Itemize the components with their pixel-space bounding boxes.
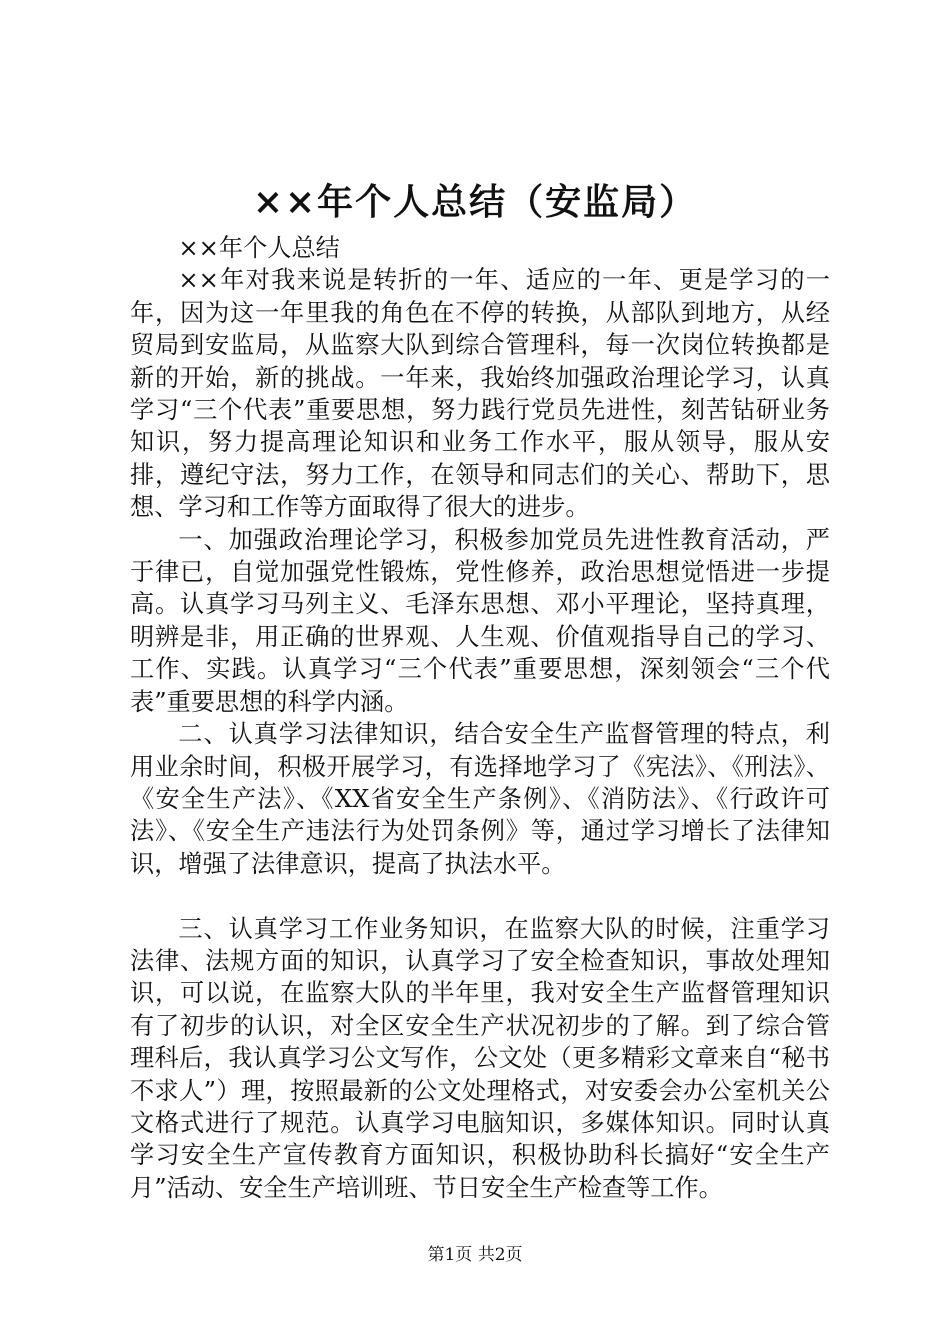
page-number-footer: 第1页 共2页 xyxy=(427,1245,523,1265)
paragraph-intro: ××年对我来说是转折的一年、适应的一年、更是学习的一年，因为这一年里我的角色在不停的转换，从部队到地方，从经贸局到安监局，从监察大队到综合管理科，每一次岗位转换都是新的开始，新的挑战。一年来，我始终加强政治理论学习，认真学习“三个代表”重要思想，努力践行党员先进性，刻苦钻研业务知识，努力提高理论知识和业务工作水平，服从领导，服从安排，遵纪守法，努力工作，在领导和同志们的关心、帮助下，思想、学习和工作等方面取得了很大的进步。 xyxy=(130,266,830,522)
paragraph-section-3: 三、认真学习工作业务知识，在监察大队的时候，注重学习法律、法规方面的知识，认真学习了安全检查知识，事故处理知识，可以说，在监察大队的半年里，我对安全生产监督管理知识有了初步的认识，对全区安全生产状况初步的了解。到了综合管理科后，我认真学习公文写作，公文处（更多精彩文章来自“秘书不求人”）理，按照最新的公文处理格式，对安委会办公室机关公文格式进行了规范。认真学习电脑知识，多媒体知识。同时认真学习安全生产宣传教育方面知识，积极协助科长搞好“安全生产月”活动、安全生产培训班、节日安全生产检查等工作。 xyxy=(130,914,830,1202)
paragraph-section-1: 一、加强政治理论学习，积极参加党员先进性教育活动，严于律已，自觉加强党性锻炼，党性修养，政治思想觉悟进一步提高。认真学习马列主义、毛泽东思想、邓小平理论，坚持真理，明辨是非，用正确的世界观、人生观、价值观指导自己的学习、工作、实践。认真学习“三个代表”重要思想，深刻领会“三个代表”重要思想的科学内涵。 xyxy=(130,525,830,716)
paragraph-spacer xyxy=(130,880,830,912)
document-body xyxy=(130,232,830,1204)
document-title: ××年个人总结（安监局） xyxy=(252,181,698,223)
paragraph-subtitle: ××年个人总结 xyxy=(178,234,340,262)
paragraph-section-2: 二、认真学习法律知识，结合安全生产监督管理的特点，利用业余时间，积极开展学习，有选择地学习了《宪法》、《刑法》、《安全生产法》、《XX省安全生产条例》、《消防法》、《行政许可法》、《安全生产违法行为处罚条例》等，通过学习增长了法律知识，增强了法律意识，提高了执法水平。 xyxy=(130,720,830,878)
